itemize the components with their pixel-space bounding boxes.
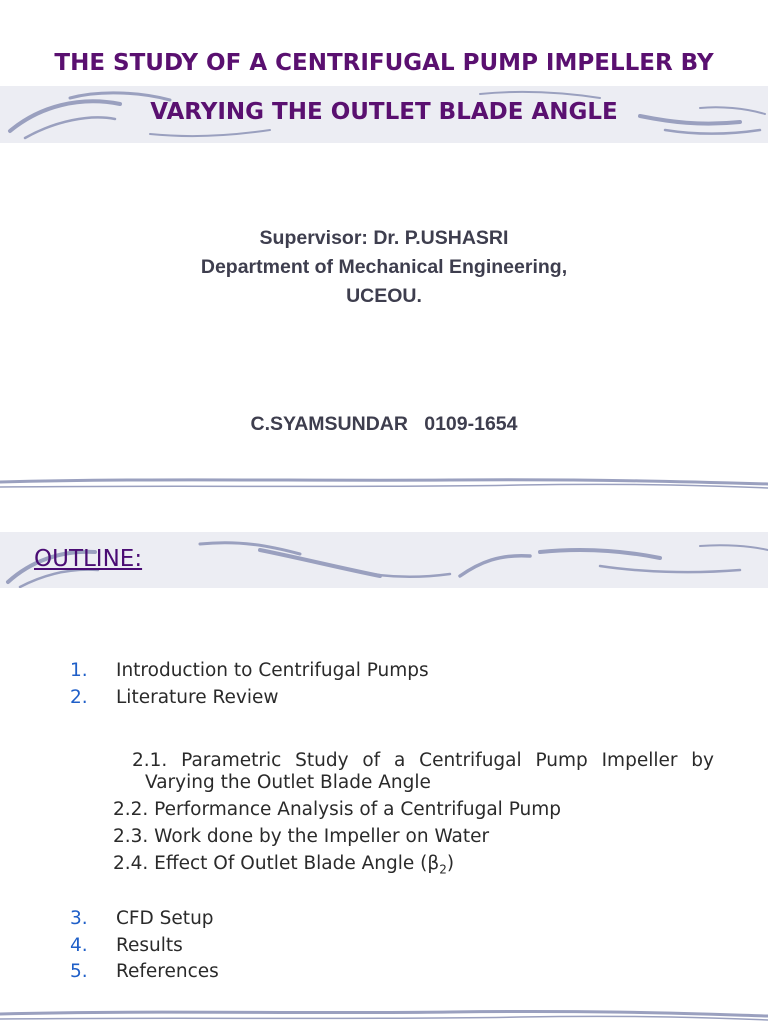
swirl-rule-decoration	[0, 472, 768, 496]
outline-subitem-2-4	[113, 853, 454, 877]
bottom-swirl-rule	[0, 472, 768, 496]
department-name: Department of Mechanical Engineering,	[200, 256, 568, 278]
subitem-line-2: Varying the Outlet Blade Angle	[145, 772, 431, 793]
title-line-2: VARYING THE OUTLET BLADE ANGLE	[150, 99, 618, 125]
item-number: 2.	[70, 687, 88, 708]
item-number: 5.	[70, 961, 88, 982]
supervisor-name: Supervisor: Dr. P.USHASRI	[259, 227, 509, 249]
item-text: CFD Setup	[116, 908, 214, 929]
outline-subitem-2-3: 2.3. Work done by the Impeller on Water	[113, 826, 490, 847]
subitem-suffix: )	[446, 853, 455, 874]
subitem-line-1: 2.1. Parametric Study of a Centrifugal Pump Impeller by	[132, 750, 714, 771]
supervisor-block	[0, 224, 768, 311]
item-number: 1.	[70, 660, 88, 681]
subitem-subscript: 2	[439, 862, 447, 877]
institution-name: UCEOU.	[346, 285, 422, 307]
swirl-rule-decoration	[0, 1006, 768, 1024]
outline-subitem-2-2: 2.2. Performance Analysis of a Centrifugal Pump	[113, 799, 562, 820]
item-text: Results	[116, 935, 183, 956]
title-line-1: THE STUDY OF A CENTRIFUGAL PUMP IMPELLER BY	[54, 50, 714, 76]
item-text: Literature Review	[116, 687, 279, 708]
item-text: References	[116, 961, 219, 982]
subitem-text: 2.4. Effect Of Outlet Blade Angle (β	[113, 853, 440, 874]
outline-slide	[0, 512, 768, 1024]
item-number: 4.	[70, 935, 88, 956]
bottom-swirl-rule	[0, 1006, 768, 1024]
item-text: Introduction to Centrifugal Pumps	[116, 660, 429, 681]
item-number: 3.	[70, 908, 88, 929]
outline-swirl-band	[0, 532, 768, 588]
outline-heading: OUTLINE:	[34, 546, 143, 572]
student-name-id: C.SYAMSUNDAR 0109-1654	[250, 413, 518, 435]
